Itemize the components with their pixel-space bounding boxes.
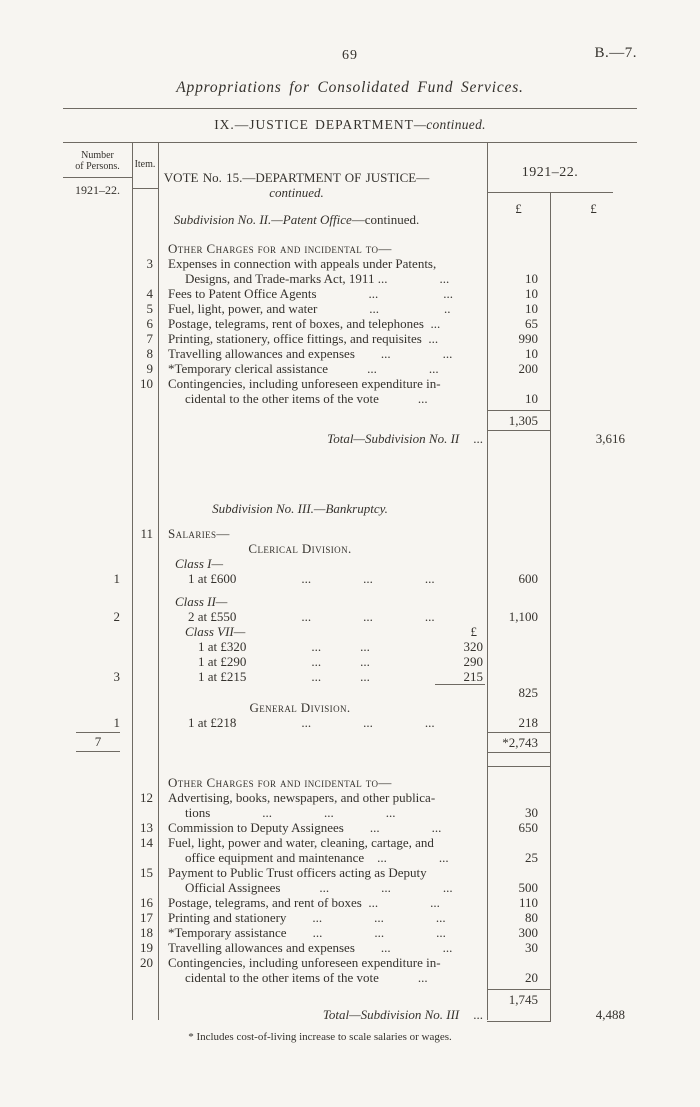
col-header-description — [158, 143, 487, 241]
section-heading-roman: IX.—JUSTICE DEPARTMENT — [214, 117, 414, 132]
item-number: 10 — [140, 376, 153, 391]
sub-amount: 290 — [463, 654, 483, 669]
item-number: 15 — [140, 865, 153, 880]
persons-count: 3 — [113, 669, 120, 684]
charges-heading: Other Charges for and incidental to— — [168, 775, 392, 790]
item-description: Printing and stationery ... ... ... — [168, 910, 446, 925]
desc-line: cidental to the other items of the vote ... — [185, 391, 428, 406]
amount-detail: 30 — [525, 805, 538, 820]
amount-detail: 10 — [525, 391, 538, 406]
page-header — [63, 45, 637, 66]
amount-detail: 80 — [525, 910, 538, 925]
item-description: Printing, stationery, office fittings, and requisites ... — [168, 331, 439, 346]
desc-line: Official Assignees ... ... ... — [185, 880, 453, 895]
subdivision2-heading-main: Subdivision No. II.—Patent Office — [173, 212, 352, 227]
amount-detail: 10 — [525, 286, 538, 301]
vote-title-line1: VOTE No. 15.—DEPARTMENT OF JUSTICE— — [163, 170, 430, 185]
class7-label: Class VII— — [185, 624, 246, 639]
desc-line: Contingencies, including unforeseen expenditure in- — [168, 376, 441, 391]
subdivision2-total-label-line — [158, 431, 487, 446]
leader-dots: ... — [473, 1007, 483, 1022]
pound-sign-total: £ — [590, 201, 597, 216]
persons-total: 7 — [76, 732, 120, 752]
column-rule-detail-total — [550, 193, 551, 1022]
amount-detail: 20 — [525, 970, 538, 985]
item-description: Travelling allowances and expenses ... ... — [168, 940, 453, 955]
item-description — [158, 835, 487, 865]
leader-dots: ... — [473, 431, 483, 446]
class2-label: Class II— — [175, 594, 228, 609]
item-description — [158, 955, 487, 985]
document-reference: B.—7. — [594, 45, 637, 61]
subdivision3-total-label-line — [158, 1007, 487, 1022]
pound-sign-detail: £ — [515, 201, 522, 216]
item-header-label: Item. — [134, 159, 156, 170]
persons-header-rule — [63, 177, 132, 178]
title-divider-rule — [63, 108, 637, 109]
item-description: *Temporary clerical assistance ... ... — [168, 361, 439, 376]
salary-description: 1 at £218 ... ... ... — [188, 715, 435, 730]
currency-header-row — [487, 201, 637, 216]
general-division-heading: General Division. — [249, 700, 351, 715]
item-number: 16 — [140, 895, 153, 910]
column-rule-persons-item — [132, 143, 133, 1020]
charges-heading: Other Charges for and incidental to— — [168, 241, 392, 256]
persons-count: 2 — [113, 609, 120, 624]
amount-detail: 110 — [518, 895, 538, 910]
section-heading — [0, 117, 700, 132]
subdivision2-heading — [158, 212, 435, 227]
amount-detail: 300 — [518, 925, 538, 940]
salaries-heading: Salaries— — [168, 526, 230, 541]
desc-line: office equipment and maintenance ... ... — [185, 850, 449, 865]
desc-line: Contingencies, including unforeseen expenditure in- — [168, 955, 441, 970]
item-description: *Temporary assistance ... ... ... — [168, 925, 446, 940]
item-description: Postage, telegrams, rent of boxes, and telephones ... — [168, 316, 441, 331]
item-number: 5 — [146, 301, 153, 316]
sub-amount: 320 — [463, 639, 483, 654]
persons-header-line1: Number — [81, 150, 114, 161]
salary-description: 1 at £290 ... ... — [198, 654, 370, 669]
salaries-total: *2,743 — [487, 732, 550, 753]
col-header-item — [132, 143, 158, 241]
amount-detail: 200 — [518, 361, 538, 376]
item-number: 13 — [140, 820, 153, 835]
salary-subline — [158, 669, 487, 685]
item-description: Postage, telegrams, and rent of boxes ... ... — [168, 895, 440, 910]
col-header-year — [487, 143, 637, 241]
item-description — [158, 790, 487, 820]
item-description: Fuel, light, power, and water ... .. — [168, 301, 451, 316]
section-heading-continued: —continued. — [413, 117, 486, 132]
amount-detail: 10 — [525, 346, 538, 361]
sub-currency-symbol: £ — [470, 624, 477, 639]
subtotal-closing-rule — [487, 1021, 550, 1022]
subdivision2-subtotal: 1,305 — [487, 410, 550, 431]
amount-detail: 10 — [525, 271, 538, 286]
persons-count: 1 — [113, 715, 120, 730]
salary-description: 1 at £215 ... ... — [198, 669, 370, 684]
salary-subline — [158, 639, 487, 654]
column-rule-item-desc — [158, 143, 159, 1020]
item-number: 19 — [140, 940, 153, 955]
desc-line: Fuel, light, power and water, cleaning, cartage, and — [168, 835, 434, 850]
item-number: 12 — [140, 790, 153, 805]
document-title: Appropriations for Consolidated Fund Services. — [176, 79, 524, 96]
desc-line: tions ... ... ... — [185, 805, 396, 820]
item-description: Fees to Patent Office Agents ... ... — [168, 286, 454, 301]
year-column-label: 1921–22. — [487, 143, 613, 193]
page-number: 69 — [342, 48, 358, 63]
item-description: Commission to Deputy Assignees ... ... — [168, 820, 442, 835]
subdivision2-total: 3,616 — [595, 431, 625, 446]
persons-year-label: 1921–22. — [75, 183, 120, 197]
amount-detail: 1,100 — [508, 609, 538, 624]
item-description: Travelling allowances and expenses ... ... — [168, 346, 453, 361]
amount-detail: 65 — [525, 316, 538, 331]
item-number: 17 — [140, 910, 153, 925]
class1-label: Class I— — [175, 556, 224, 571]
class7-label-line — [158, 624, 487, 639]
amount-detail: 10 — [525, 301, 538, 316]
item-number: 20 — [140, 955, 153, 970]
subdivision3-heading: Subdivision No. III.—Bankruptcy. — [212, 501, 388, 516]
clerical-division-heading: Clerical Division. — [248, 541, 352, 556]
desc-line: Payment to Public Trust officers acting as Deputy — [168, 865, 427, 880]
amount-detail: 990 — [518, 331, 538, 346]
clerical-subtotal: 825 — [518, 685, 538, 700]
col-header-persons — [63, 143, 132, 241]
item-number: 11 — [140, 526, 153, 541]
amount-detail: 25 — [525, 850, 538, 865]
desc-line: Designs, and Trade-marks Act, 1911 ... ... — [185, 271, 450, 286]
sub-amount: 215 — [435, 669, 485, 685]
subdivision2-heading-continued: —continued. — [351, 212, 420, 227]
desc-line: cidental to the other items of the vote ... — [185, 970, 428, 985]
subdivision2-total-label: Total—Subdivision No. II — [327, 431, 460, 446]
item-number: 3 — [146, 256, 153, 271]
amount-detail: 650 — [518, 820, 538, 835]
subdivision3-subtotal: 1,745 — [487, 989, 550, 1007]
subdivision3-total: 4,488 — [595, 1007, 625, 1022]
salaries-closing-rule — [487, 766, 550, 767]
item-description — [158, 865, 487, 895]
salary-description: 1 at £600 ... ... ... — [188, 571, 435, 586]
persons-total-cell — [63, 732, 132, 752]
amount-detail: 30 — [525, 940, 538, 955]
item-number: 4 — [146, 286, 153, 301]
cell-empty — [245, 624, 435, 639]
salary-subline — [158, 654, 487, 669]
salary-description: 2 at £550 ... ... ... — [188, 609, 435, 624]
persons-header-line2: of Persons. — [75, 161, 120, 172]
amount-detail: 600 — [518, 571, 538, 586]
subdivision3-total-label: Total—Subdivision No. III — [322, 1007, 460, 1022]
appropriations-table — [63, 142, 637, 1022]
item-header-rule — [132, 188, 158, 189]
desc-line: Expenses in connection with appeals under Patents, — [168, 256, 437, 271]
item-number: 8 — [146, 346, 153, 361]
persons-count: 1 — [113, 571, 120, 586]
item-number: 7 — [146, 331, 153, 346]
item-description — [158, 376, 487, 406]
amount-detail: 500 — [518, 880, 538, 895]
item-number: 14 — [140, 835, 153, 850]
desc-line: Advertising, books, newspapers, and other publica- — [168, 790, 436, 805]
item-number: 9 — [146, 361, 153, 376]
item-number: 6 — [146, 316, 153, 331]
item-description — [158, 256, 487, 286]
column-rule-desc-detail — [487, 143, 488, 1020]
item-number: 18 — [140, 925, 153, 940]
vote-title-line2: continued. — [269, 185, 324, 200]
amount-detail: 218 — [518, 715, 538, 730]
salary-description: 1 at £320 ... ... — [198, 639, 370, 654]
footnote: * Includes cost-of-living increase to scale salaries or wages. — [188, 1031, 452, 1043]
